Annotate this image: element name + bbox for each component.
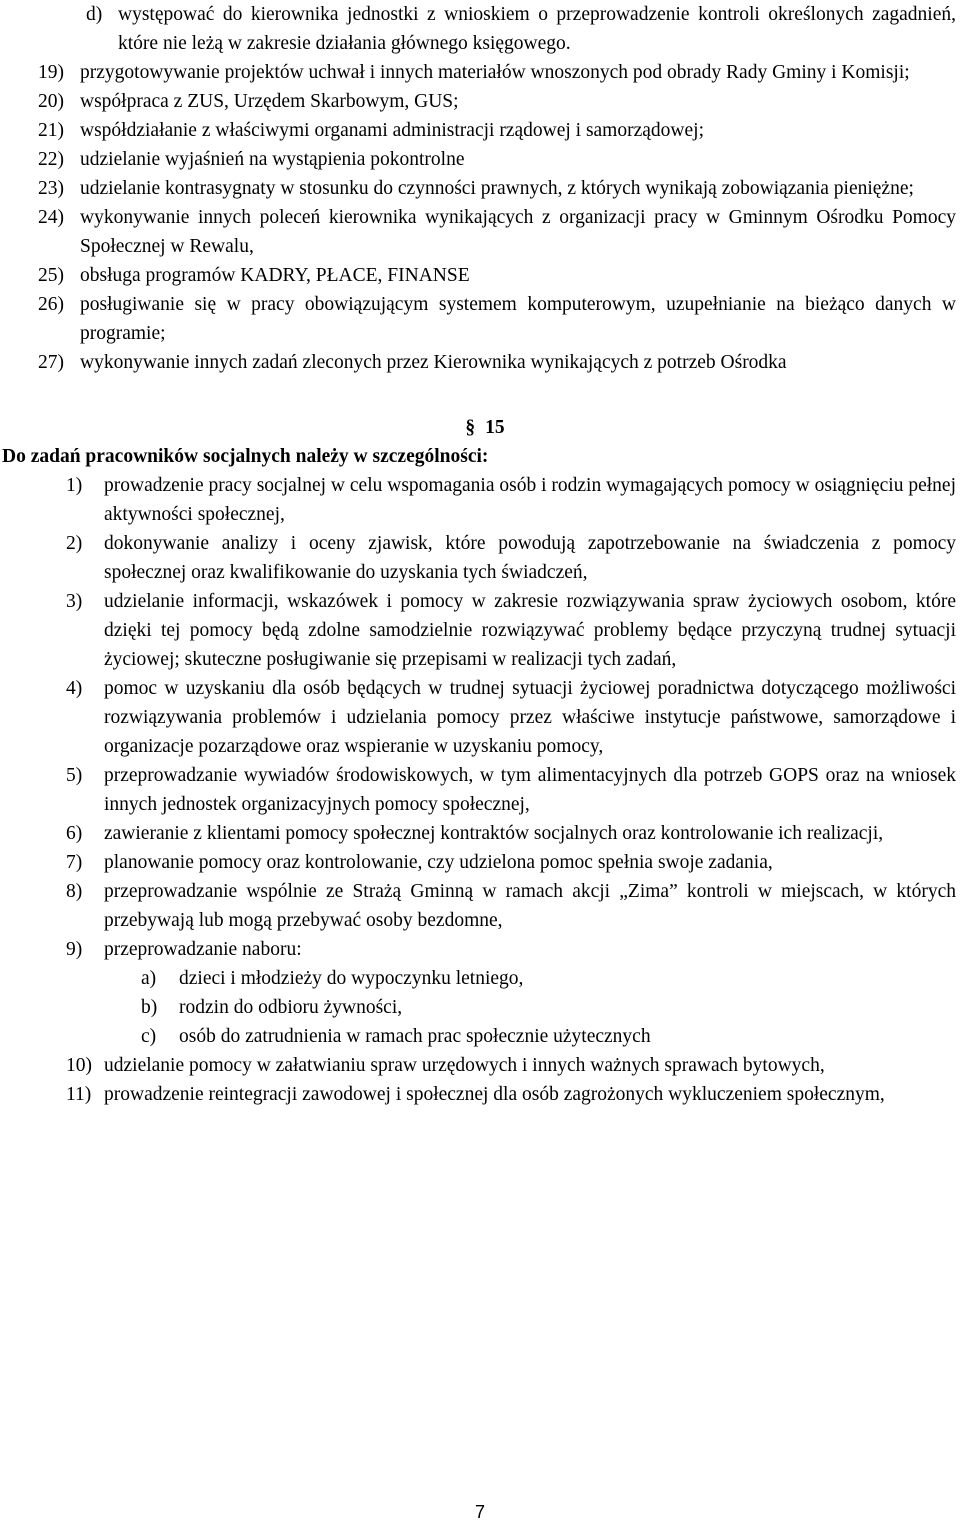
responsibilities-list-continued [0, 0, 960, 377]
item-number: 25) [38, 265, 64, 286]
section-number-value: 15 [485, 417, 505, 438]
item-text: zawieranie z klientami pomocy społecznej kontraktów socjalnych oraz kontrolowanie ich realizacji, [104, 823, 884, 844]
item-number: 19) [38, 62, 64, 83]
item-text: dzieci i młodzieży do wypoczynku letniego, [179, 968, 524, 989]
sublist-item [141, 993, 960, 1022]
recruitment-sublist [0, 964, 960, 1051]
social-worker-tasks-list-continued [0, 1051, 960, 1109]
item-number: 27) [38, 352, 64, 373]
item-number: 20) [38, 91, 64, 112]
item-number: 2) [66, 533, 83, 554]
list-item [66, 1051, 960, 1080]
item-text: obsługa programów KADRY, PŁACE, FINANSE [80, 265, 470, 286]
item-text: udzielanie pomocy w załatwianiu spraw urzędowych i innych ważnych sprawach bytowych, [104, 1055, 825, 1076]
item-number: d) [86, 4, 103, 25]
item-text: osób do zatrudnienia w ramach prac społecznie użytecznych [179, 1026, 651, 1047]
list-item [38, 174, 960, 203]
sublist-item [141, 964, 960, 993]
item-text: współdziałanie z właściwymi organami administracji rządowej i samorządowej; [80, 120, 704, 141]
item-number: 22) [38, 149, 64, 170]
item-text: wykonywanie innych poleceń kierownika wynikających z organizacji pracy w Gminnym Ośrodku Pomocy Społecznej w Rewalu, [80, 207, 956, 257]
item-text: prowadzenie reintegracji zawodowej i społecznej dla osób zagrożonych wykluczeniem społecznym, [104, 1084, 885, 1105]
list-item [38, 290, 960, 348]
item-number: 6) [66, 823, 83, 844]
item-text: prowadzenie pracy socjalnej w celu wspomagania osób i rodzin wymagających pomocy w osiągnięciu pełnej aktywności społecznej, [104, 475, 956, 525]
item-number: 23) [38, 178, 64, 199]
list-item [66, 935, 960, 964]
section-number [0, 377, 960, 442]
item-text: rodzin do odbioru żywności, [179, 997, 403, 1018]
item-letter: a) [141, 968, 157, 989]
item-number: 11) [66, 1084, 92, 1105]
list-item [38, 261, 960, 290]
list-item [38, 203, 960, 261]
item-number: 26) [38, 294, 64, 315]
item-text: udzielanie kontrasygnaty w stosunku do czynności prawnych, z których wynikają zobowiązania pieniężne; [80, 178, 914, 199]
item-text: wykonywanie innych zadań zleconych przez Kierownika wynikających z potrzeb Ośrodka [80, 352, 787, 373]
item-number: 24) [38, 207, 64, 228]
list-item [66, 877, 960, 935]
list-item [38, 87, 960, 116]
item-text: planowanie pomocy oraz kontrolowanie, czy udzielona pomoc spełnia swoje zadania, [104, 852, 773, 873]
list-item [66, 529, 960, 587]
social-worker-tasks-list [0, 471, 960, 964]
list-item [66, 674, 960, 761]
list-item [86, 0, 960, 58]
list-item [66, 1080, 960, 1109]
item-text: pomoc w uzyskaniu dla osób będących w trudnej sytuacji życiowej poradnictwa dotyczącego możliwości rozwiązywania problemów i udzielania pomocy przez właściwe instytucje państwowe, samorządowe i organizacje pozarządowe oraz wspieranie w uzyskaniu pomocy, [104, 678, 956, 757]
item-text: przeprowadzanie naboru: [104, 939, 302, 960]
section-heading: Do zadań pracowników socjalnych należy w szczególności: [2, 446, 489, 467]
item-number: 21) [38, 120, 64, 141]
list-item [66, 761, 960, 819]
item-number: 8) [66, 881, 83, 902]
item-text: występować do kierownika jednostki z wnioskiem o przeprowadzenie kontroli określonych zagadnień, które nie leżą w zakresie działania głównego księgowego. [118, 4, 956, 54]
item-text: przygotowywanie projektów uchwał i innych materiałów wnoszonych pod obrady Rady Gminy i Komisji; [80, 62, 910, 83]
item-text: udzielanie wyjaśnień na wystąpienia pokontrolne [80, 149, 465, 170]
item-text: dokonywanie analizy i oceny zjawisk, które powodują zapotrzebowanie na świadczenia z pomocy społecznej oraz kwalifikowanie do uzyskania tych świadczeń, [104, 533, 956, 583]
item-number: 3) [66, 591, 83, 612]
item-number: 5) [66, 765, 83, 786]
item-text: współpraca z ZUS, Urzędem Skarbowym, GUS; [80, 91, 459, 112]
item-number: 1) [66, 475, 83, 496]
item-number: 10) [66, 1055, 92, 1076]
page-number: 7 [474, 1502, 485, 1522]
item-number: 7) [66, 852, 83, 873]
paragraph-symbol: § [465, 417, 476, 438]
list-item [66, 819, 960, 848]
item-text: udzielanie informacji, wskazówek i pomocy w zakresie rozwiązywania spraw życiowych osobom, które dzięki tej pomocy będą zdolne samodzielnie rozwiązywać problemy będące przyczyną trudnej sytuacji życiowej; skuteczne posługiwanie się przepisami w realizacji tych zadań, [104, 591, 956, 670]
list-item [38, 58, 960, 87]
list-item [66, 587, 960, 674]
item-number: 4) [66, 678, 83, 699]
list-item [66, 848, 960, 877]
item-text: posługiwanie się w pracy obowiązującym systemem komputerowym, uzupełnianie na bieżąco danych w programie; [80, 294, 956, 344]
sublist-item [141, 1022, 960, 1051]
item-text: przeprowadzanie wywiadów środowiskowych, w tym alimentacyjnych dla potrzeb GOPS oraz na wniosek innych jednostek organizacyjnych pomocy społecznej, [104, 765, 956, 815]
item-number: 9) [66, 939, 83, 960]
item-text: przeprowadzanie wspólnie ze Strażą Gminną w ramach akcji „Zima” kontroli w miejscach, w których przebywają lub mogą przebywać osoby bezdomne, [104, 881, 956, 931]
item-letter: b) [141, 997, 158, 1018]
list-item [38, 116, 960, 145]
list-item [66, 471, 960, 529]
list-item [38, 348, 960, 377]
list-item [38, 145, 960, 174]
item-letter: c) [141, 1026, 157, 1047]
